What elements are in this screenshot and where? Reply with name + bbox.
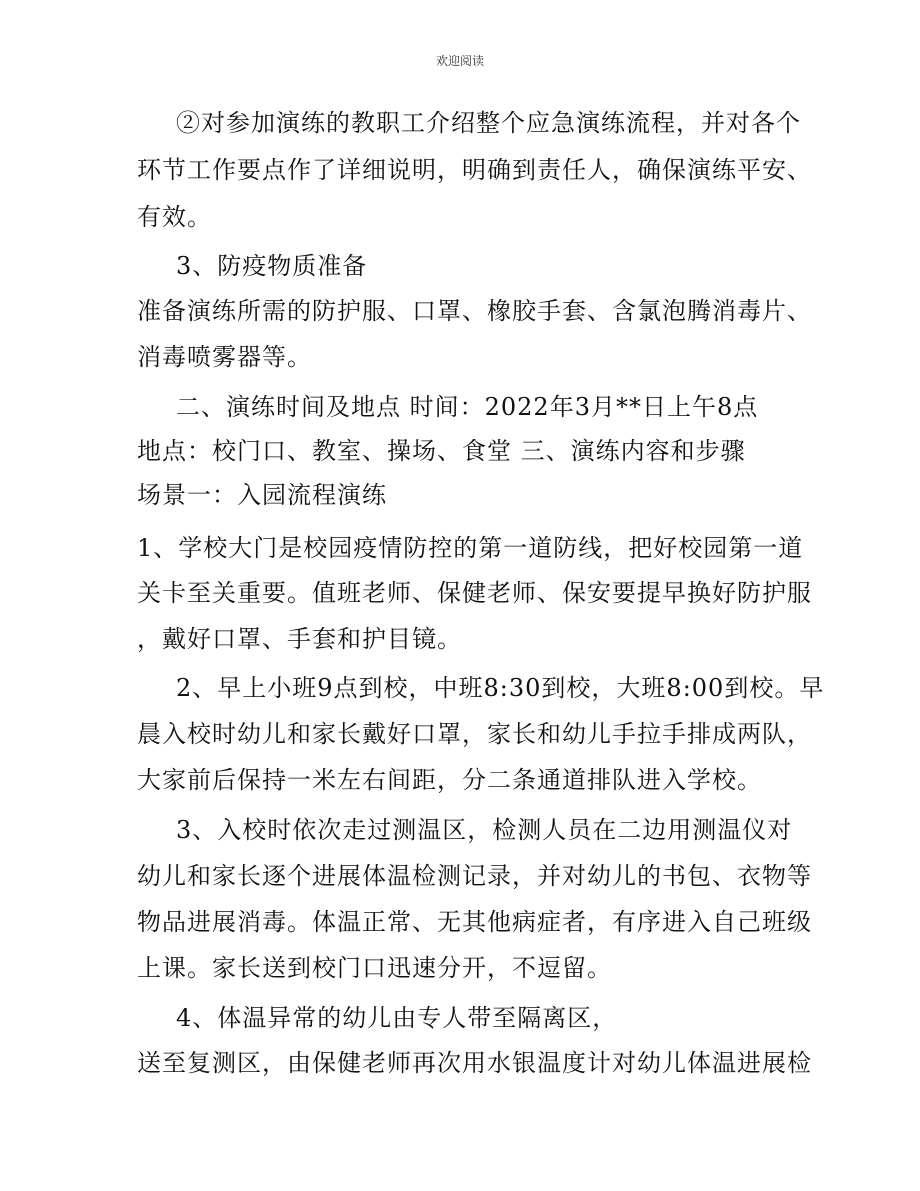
paragraph-line: 环节工作要点作了详细说明，明确到责任人，确保演练平安、 — [137, 156, 812, 184]
paragraph-line: 关卡至关重要。值班老师、保健老师、保安要提早换好防护服 — [137, 579, 812, 607]
page-header: 欢迎阅读 — [435, 54, 484, 68]
paragraph-line: 准备演练所需的防护服、口罩、橡胶手套、含氯泡腾消毒片、 — [137, 297, 812, 325]
paragraph-line: 4、体温异常的幼儿由专人带至隔离区， — [176, 1004, 618, 1032]
paragraph-line: 消毒喷雾器等。 — [137, 343, 312, 371]
paragraph-line: 大家前后保持一米左右间距，分二条通道排队进入学校。 — [137, 766, 762, 794]
paragraph-line: 物品进展消毒。体温正常、无其他病症者，有序进入自己班级 — [137, 908, 812, 936]
paragraph-line: ，戴好口罩、手套和护目镜。 — [137, 625, 462, 653]
paragraph-line: 2、早上小班9点到校，中班8:30到校，大班8:00到校。早 — [176, 674, 825, 702]
paragraph-line: ②对参加演练的教职工介绍整个应急演练流程，并对各个 — [176, 109, 801, 137]
paragraph-line: 1、学校大门是校园疫情防控的第一道防线，把好校园第一道 — [137, 534, 804, 562]
paragraph-line: 晨入校时幼儿和家长戴好口罩，家长和幼儿手拉手排成两队， — [137, 720, 812, 748]
paragraph-line: 幼儿和家长逐个进展体温检测记录，并对幼儿的书包、衣物等 — [137, 862, 812, 890]
paragraph-line: 送至复测区，由保健老师再次用水银温度计对幼儿体温进展检 — [137, 1049, 812, 1077]
paragraph-line: 有效。 — [137, 203, 212, 231]
scene-heading: 场景一：入园流程演练 — [137, 481, 387, 509]
paragraph-line: 地点：校门口、教室、操场、食堂 三、演练内容和步骤 — [137, 437, 746, 465]
paragraph-line: 3、入校时依次走过测温区，检测人员在二边用测温仪对 — [176, 816, 793, 844]
section-heading: 二、演练时间及地点 时间：2022年3月**日上午8点 — [176, 393, 759, 421]
section-heading: 3、防疫物质准备 — [176, 252, 368, 280]
paragraph-line: 上课。家长送到校门口迅速分开，不逗留。 — [137, 954, 612, 982]
